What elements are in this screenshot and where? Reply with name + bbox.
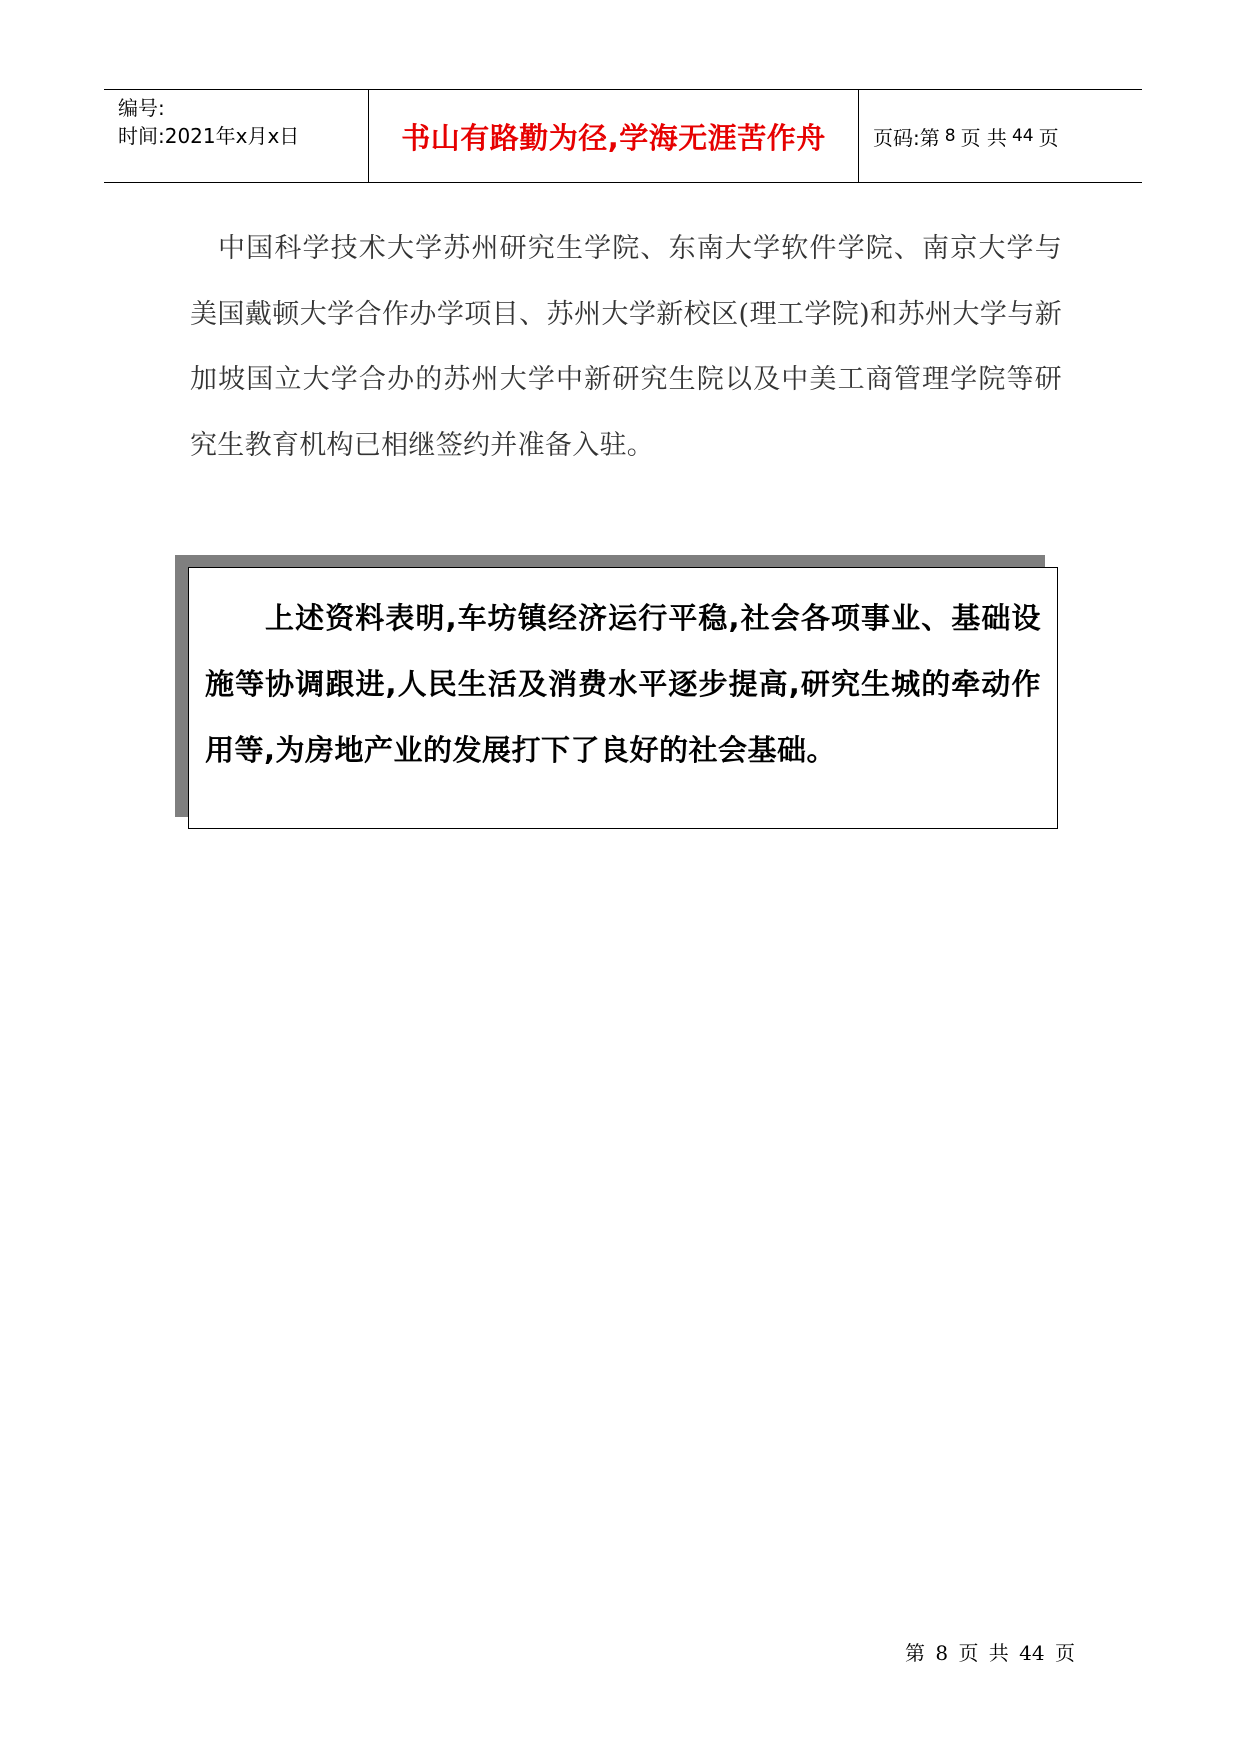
page-middle: 页 共 [960, 125, 1007, 150]
page-prefix: 页码:第 [873, 125, 940, 150]
page-total: 44 [1011, 126, 1034, 146]
summary-box: 上述资料表明,车坊镇经济运行平稳,社会各项事业、基础设施等协调跟进,人民生活及消费水平逐步提高,研究生城的牵动作用等,为房地产业的发展打下了良好的社会基础。 [188, 567, 1058, 829]
number-label: 编号: [118, 96, 165, 120]
header-motto: 书山有路勤为径,学海无涯苦作舟 [369, 90, 859, 182]
document-header [104, 89, 1142, 183]
body-paragraph: 中国科学技术大学苏州研究生学院、东南大学软件学院、南京大学与美国戴顿大学合作办学项目、苏州大学新校区(理工学院)和苏州大学与新加坡国立大学合办的苏州大学中新研究生院以及中美工商管理学院等研究生教育机构已相继签约并准备入驻。 [190, 233, 1062, 461]
page-footer: 第 8 页 共 44 页 [905, 1641, 1075, 1665]
header-page-info [859, 90, 1142, 182]
time-label: 时间:2021年x月x日 [118, 124, 300, 148]
page-suffix: 页 [1038, 125, 1059, 150]
page-number: 8 [944, 126, 956, 146]
header-meta [104, 90, 369, 182]
